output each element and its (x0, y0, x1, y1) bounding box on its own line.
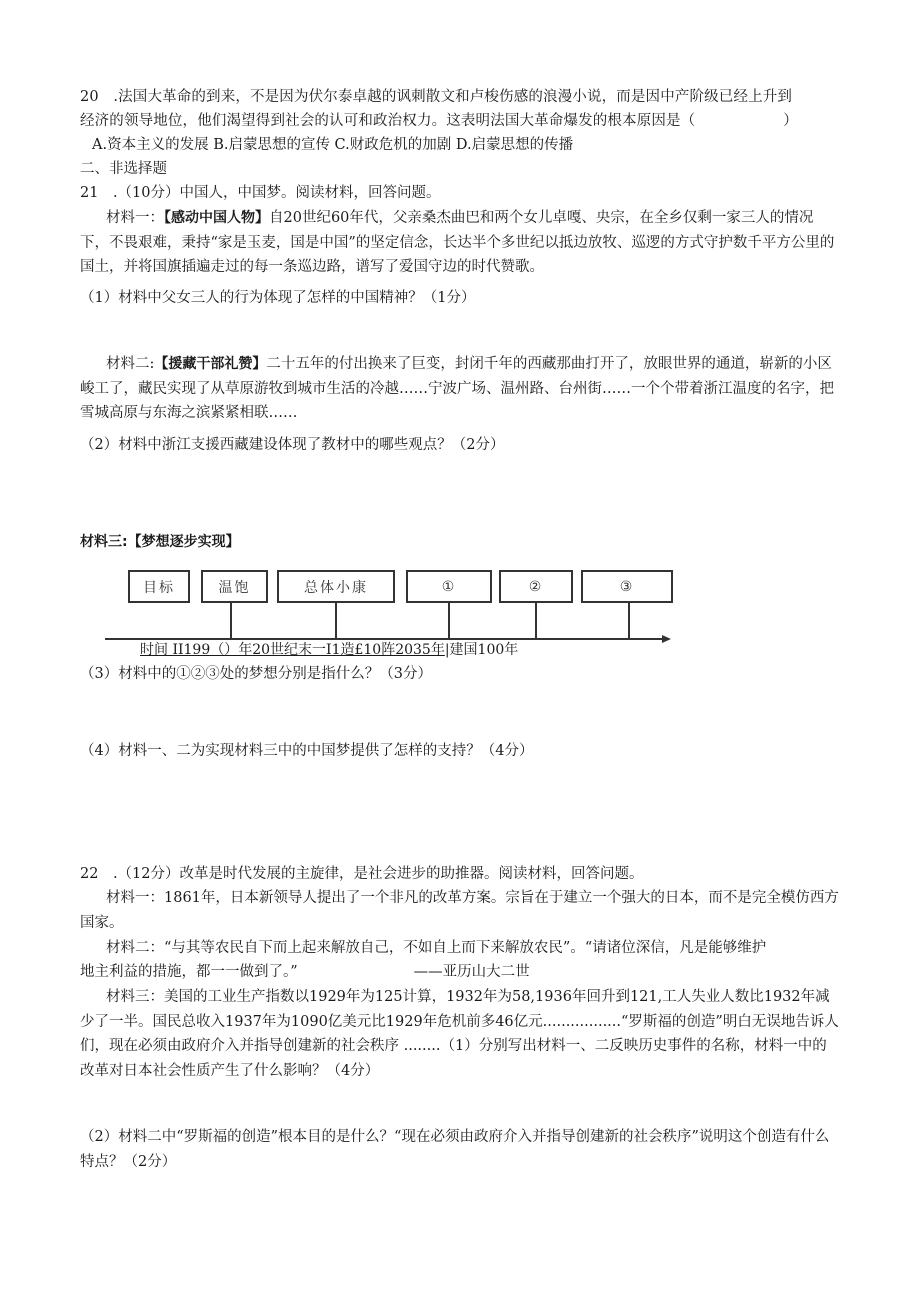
timeline-tick (448, 603, 450, 639)
timeline-arrow-icon (662, 635, 671, 643)
q22-material-3: 材料三：美国的工业生产指数以1929年为125计算，1932年为58,1936年回升到121,工人失业人数比1932年减少了一半。国民总收入1937年为1090亿美元比1929年危机前多46亿元.................“罗斯福的创造”明白无误地告诉人们，现在必须由政府介入并指导创建新的社会秩序 ........（1）分别写出材料一、二反映历史事件的名称，材料一中的改革对日本社会性质产生了什么影响？（4分） (80, 989, 839, 1079)
timeline-tick (230, 603, 232, 639)
timeline-box-subsistence: 温饱 (201, 570, 268, 603)
timeline-box-goal: 目标 (128, 570, 190, 603)
q20-stem-line1: 20 .法国大革命的到来，不是因为伏尔泰卓越的讽刺散文和卢梭伤感的浪漫小说，而是因中产阶级已经上升到 (80, 89, 793, 105)
q22-material-2-line2: 地主利益的措施，都一一做到了。” ——亚历山大二世 (80, 964, 530, 980)
q21-m1-tag: 【感动中国人物】 (164, 210, 269, 226)
timeline-labels (140, 640, 518, 660)
timeline-box-blank-2: ② (499, 570, 573, 603)
q20-stem-line2: 经济的领导地位，他们渴望得到社会的认可和政治权力。这表明法国大革命爆发的根本原因是（ ） (80, 113, 798, 129)
section-heading-nonchoice: 二、非选择题 (80, 161, 167, 177)
q21-m1-prefix: 材料一： (106, 210, 164, 226)
q21-subquestion-3: （3）材料中的①②③处的梦想分别是指什么？（3分） (80, 666, 432, 682)
timeline-box-blank-1: ① (406, 570, 492, 603)
timeline-labels-underlined: 时间 II199（）年20世纪末一I1造£10阵2035年 (140, 642, 445, 658)
q21-subquestion-2: （2）材料中浙江支援西藏建设体现了教材中的哪些观点？（2分） (80, 437, 505, 453)
q20-options: A.资本主义的发展 B.启蒙思想的宣传 C.财政危机的加剧 D.启蒙思想的传播 (92, 137, 574, 153)
q22-material-1: 材料一：1861年，日本新领导人提出了一个非凡的改革方案。宗旨在于建立一个强大的日本，而不是完全模仿西方国家。 (80, 890, 839, 931)
q21-m1-text: 自20世纪60年代，父亲桑杰曲巴和两个女儿卓嘎、央宗，在全乡仅剩一家三人的情况下，不畏艰难，秉持“家是玉麦，国是中国”的坚定信念，长达半个多世纪以抵边放牧、巡逻的方式守护数千平方公里的国土，并将国旗插遍走过的每一条巡边路，谱写了爱国守边的时代赞歌。 (80, 210, 835, 275)
timeline-box-moderate-prosperity: 总体小康 (277, 570, 395, 603)
q21-m2-tag: 【援藏干部礼赞】 (154, 356, 267, 372)
q21-material-2 (80, 352, 840, 426)
q21-m2-text: 二十五年的付出换来了巨变，封闭千年的西藏那曲打开了，放眼世界的通道，崭新的小区峻工了，藏民实现了从草原游牧到城市生活的冷越……宁波广场、温州路、台州街……一个个带着浙江温度的名字，把雪城高原与东海之滨紧紧相联…… (80, 356, 834, 421)
timeline-labels-rest: |建国100年 (444, 642, 519, 658)
timeline-tick (335, 603, 337, 639)
q21-subquestion-4: （4）材料一、二为实现材料三中的中国梦提供了怎样的支持？（4分） (80, 743, 534, 759)
q21-material-1 (80, 206, 840, 280)
q22-subquestion-2: （2）材料二中“罗斯福的创造”根本目的是什么？“现在必须由政府介入并指导创建新的社会秩序”说明这个创造有什么特点？（2分） (80, 1129, 830, 1170)
q21-intro: 21 .（10分）中国人，中国梦。阅读材料，回答问题。 (80, 185, 441, 201)
timeline-tick (535, 603, 537, 639)
q21-m2-prefix: 材料二: (106, 356, 155, 372)
timeline-box-blank-3: ③ (581, 570, 673, 603)
q21-subquestion-1: （1）材料中父女三人的行为体现了怎样的中国精神？（1分） (80, 290, 476, 306)
q22-material-2-line1: 材料二：“与其等农民自下而上起来解放自己，不如自上而下来解放农民”。“请诸位深信，凡是能够维护 (106, 940, 767, 956)
q21-material-3-title: 材料三:【梦想逐步实现】 (80, 534, 240, 550)
q22-intro: 22 .（12分）改革是时代发展的主旋律，是社会进步的助推器。阅读材料，回答问题。 (80, 866, 644, 882)
timeline-tick (628, 603, 630, 639)
